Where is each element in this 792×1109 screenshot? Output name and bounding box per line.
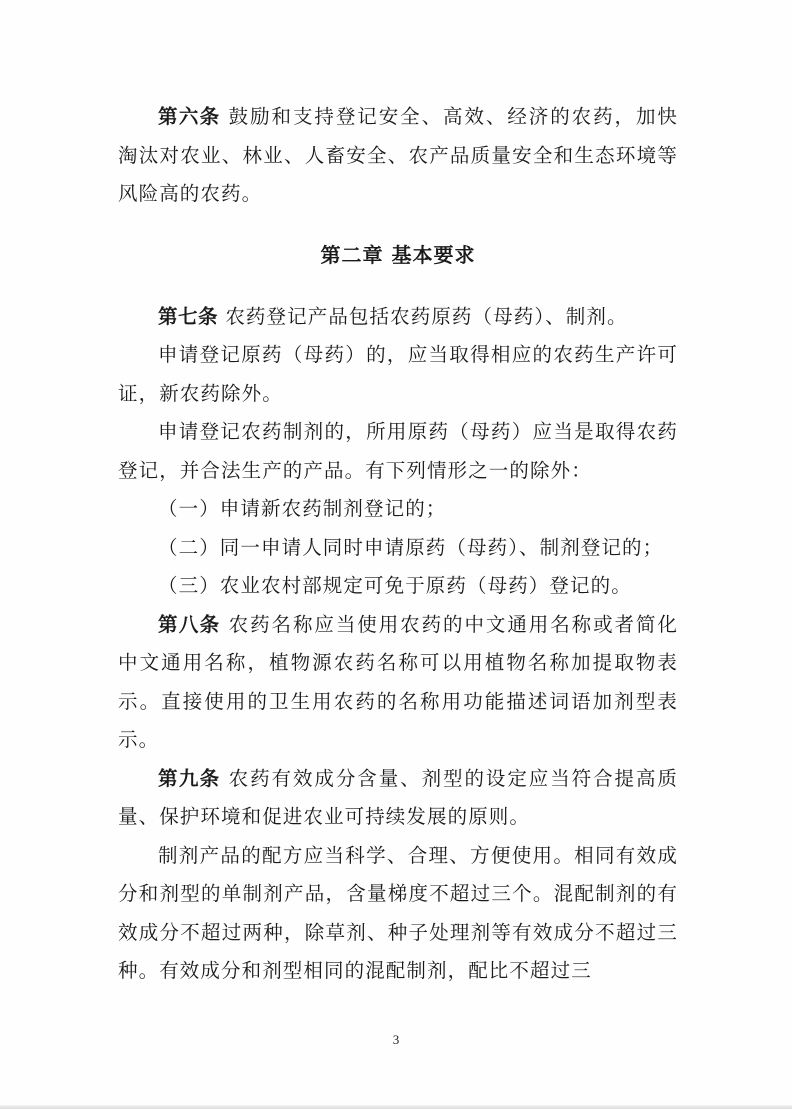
article-8-label: 第八条: [158, 612, 221, 636]
article-6-paragraph: [118, 98, 678, 214]
scan-edge: [0, 1105, 792, 1109]
article-7-text: 农药登记产品包括农药原药（母药）、制剂。: [225, 304, 628, 328]
article-9-paragraph: [118, 760, 678, 837]
article-9-clause-2: 制剂产品的配方应当科学、合理、方便使用。相同有效成分和剂型的单制剂产品，含量梯度不超过三个。混配制剂的有效成分不超过两种，除草剂、种子处理剂等有效成分不超过三种。有效成分和剂型相同的混配制剂，配比不超过三: [118, 843, 678, 982]
article-7-item-1: （一）申请新农药制剂登记的；: [158, 497, 447, 520]
article-7-item-2: （二）同一申请人同时申请原药（母药）、制剂登记的；: [158, 535, 664, 559]
page-number: 3: [392, 1032, 400, 1047]
document-body: [118, 98, 678, 991]
article-7-item-3: （三）农业农村部规定可免于原药（母药）登记的。: [158, 574, 632, 597]
article-7-label: 第七条: [158, 304, 219, 328]
chapter-heading: 第二章 基本要求: [320, 242, 476, 267]
article-7-clause-2: 申请登记原药（母药）的，应当取得相应的农药生产许可证，新农药除外。: [118, 343, 678, 405]
article-7-paragraph: [118, 298, 678, 337]
article-8-paragraph: [118, 606, 678, 760]
article-9-text: 农药有效成分含量、剂型的设定应当符合提高质量、保护环境和促进农业可持续发展的原则。: [118, 766, 678, 828]
article-8-text: 农药名称应当使用农药的中文通用名称或者简化中文通用名称，植物源农药名称可以用植物名称加提取物表示。直接使用的卫生用农药的名称用功能描述词语加剂型表示。: [118, 612, 678, 751]
article-6-text: 鼓励和支持登记安全、高效、经济的农药，加快淘汰对农业、林业、人畜安全、农产品质量安全和生态环境等风险高的农药。: [118, 105, 678, 205]
article-7-clause-3: 申请登记农药制剂的，所用原药（母药）应当是取得农药登记，并合法生产的产品。有下列情形之一的除外：: [118, 420, 678, 482]
article-6-label: 第六条: [158, 105, 221, 128]
article-9-label: 第九条: [158, 766, 221, 790]
